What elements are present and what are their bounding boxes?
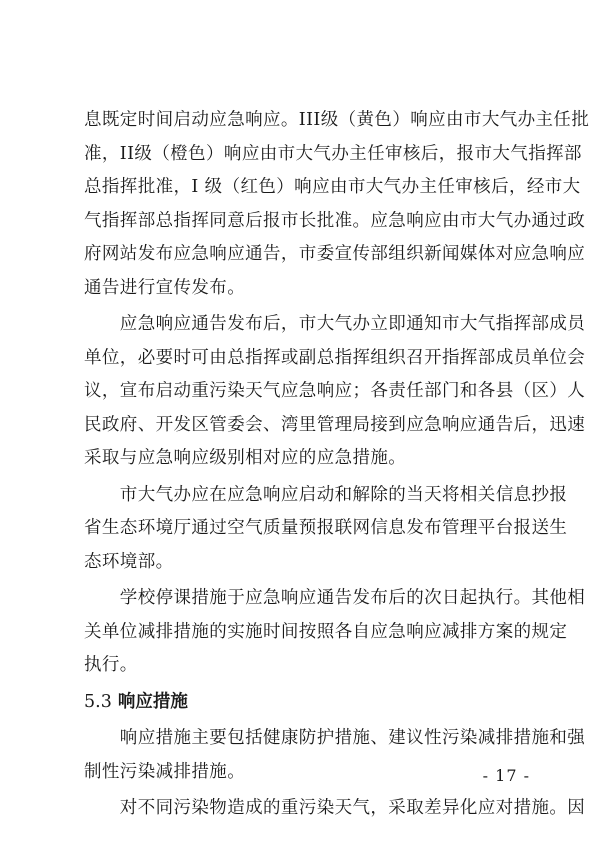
paragraph-reporting: [84, 479, 568, 580]
text-line: 府网站发布应急响应通告，市委宣传部组织新闻媒体对应急响应: [84, 244, 586, 264]
paragraph-response-approval: [84, 104, 590, 305]
document-body: [84, 104, 590, 829]
text-line: 制性污染减排措施。: [84, 761, 246, 782]
paragraph-school-suspension: [84, 582, 586, 683]
text-line: 态环境部。: [84, 551, 174, 572]
text-line: 对不同污染物造成的重污染天气，采取差异化应对措施。因: [84, 798, 586, 818]
text-line: 市大气办应在应急响应启动和解除的当天将相关信息抄报: [84, 484, 568, 505]
section-number: 5.3: [84, 691, 112, 712]
section-heading: [84, 686, 530, 720]
text-line: 总指挥批准，I 级（红色）响应由市大气办主任审核后，经市大: [84, 177, 581, 197]
paragraph-differentiated-measures: [84, 792, 586, 826]
text-line: 关单位减排措施的实施时间按照各自应急响应减排方案的规定: [84, 621, 568, 642]
text-line: 议，宣布启动重污染天气应急响应；各责任部门和各县（区）人: [84, 381, 586, 401]
text-line: 气指挥部总指挥同意后报市长批准。应急响应由市大气办通过政: [84, 210, 586, 231]
text-line: 通告进行宣传发布。: [84, 277, 246, 298]
section-title: 响应措施: [117, 691, 188, 712]
paragraph-measures-overview: [84, 722, 586, 789]
text-line: 民政府、开发区管委会、湾里管理局接到应急响应通告后，迅速: [84, 414, 586, 435]
text-line: 学校停课措施于应急响应通告发布后的次日起执行。其他相: [84, 588, 586, 608]
paragraph-notification: [84, 308, 586, 476]
text-line: 响应措施主要包括健康防护措施、建议性污染减排措施和强: [84, 728, 586, 748]
text-line: 单位，必要时可由总指挥或副总指挥组织召开指挥部成员单位会: [84, 347, 586, 368]
text-line: 准，II级（橙色）响应由市大气办主任审核后，报市大气指挥部: [84, 143, 582, 164]
text-line: 应急响应通告发布后，市大气办立即通知市大气指挥部成员: [84, 314, 586, 334]
page-number: - 17 -: [482, 766, 530, 785]
text-line: 省生态环境厅通过空气质量预报联网信息发布管理平台报送生: [84, 518, 568, 538]
text-line: 执行。: [84, 655, 138, 675]
text-line: 采取与应急响应级别相对应的应急措施。: [84, 448, 407, 468]
text-line: 息既定时间启动应急响应。III级（黄色）响应由市大气办主任批: [84, 110, 590, 130]
